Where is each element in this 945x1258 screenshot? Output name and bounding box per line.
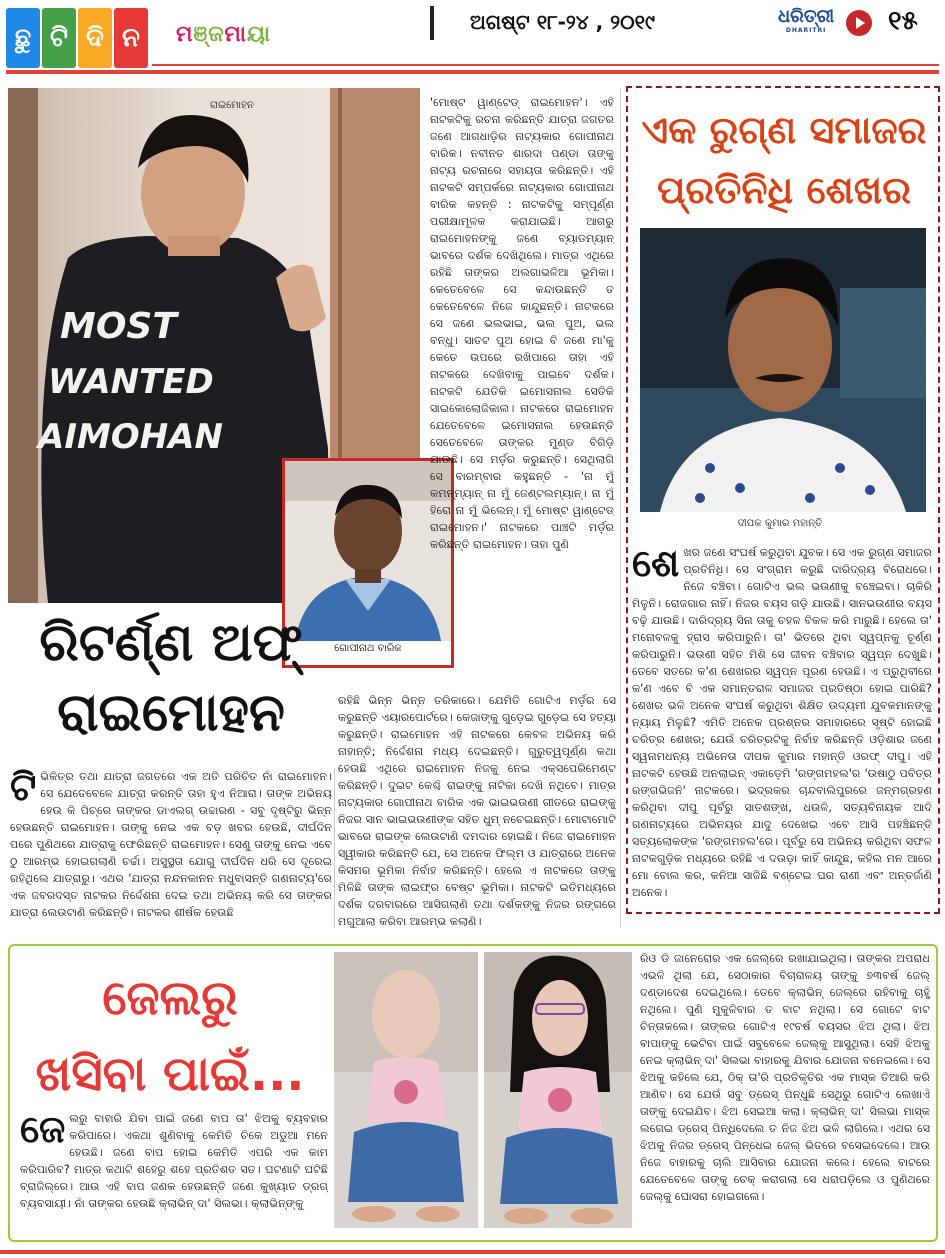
play-icon	[846, 10, 872, 36]
article-body: ରିଓ ଡି ଜାନେରୋର ଏକ ଜେଲ୍‌ରେ ରଖାଯାଇଥିଲା। ତାଙ୍କର ଅପରାଧ ଏଭଳି ଥିଲା ଯେ, ସେଠାକାର ବିଚାରାଳୟ ତାଙ୍କୁ ୭୩ବର୍ଷ ଜେଲ୍ ଦଣ୍ଡାଦେଶ ଦେଇଥିଲେ। ତେବେ କ୍ଲାଭିନ୍ ଜେଲ୍‌ରେ ରହିବାକୁ ଚାହୁଁ ନଥିଲେ। ପୁଣି ମୁକୁଳିବାର ତ ବାଟ ନଥିଲା। ସେ ଗୋଟେ ବାଟ ଚିନ୍ତାକଲେ। ତାଙ୍କର ଗୋଟିଏ ୧୯ବର୍ଷ ବୟସର ଝିଅ ଥିଲା। ଝିଅ ବାପାଙ୍କୁ ଭେଟିବା ପାଇଁ ସବୁବେଳେ ଜେଲ୍‌କୁ ଆସୁଥିଲା। ସେହି ଝିଅକୁ ନେଇ କ୍ଲାଭିନ୍ ଦା' ସିଲଭା ବାହାରକୁ ଯିବାର ଯୋଜନା ବନେଇଲେ। ସେ ଝିଅକୁ କହିଲେ ଯେ, ଠିକ୍ ତା'ରି ପ୍ରତିକୃତିର ଏକ ମାସ୍କ ତିଆରି କରି ଆଣିବ। ସେ ଯେଉଁ ସବୁ ଡ୍ରେସ୍ ପିନ୍ଧୁଛି ସେଥିରୁ ଗୋଟିଏ ଲେଖାଏଁ ତାଙ୍କୁ ଦେଇଯିବ। ଝିଅ ସେଇଆ କଲା। କ୍ଲାଭିନ୍ ଦା' ସିଲଭା ମାସ୍କ ଲଗେଇ ଡ୍ରେସ୍ ପିନ୍ଧିଦେଲେ ତ ନିଜ ଝିଅ ଭଳି ଲାଗିଲେ। ଏଥର ସେ ଝିଅକୁ ନିଜର ଡ୍ରେସ୍ ପିନ୍ଧେଇ ଜେଲ୍ ଭିତରେ ବସେଇଦେଲେ। ଆଉ ନିଜେ ବାହାରକୁ ଚାଲି ଆସିବାର ଯୋଜନା କଲେ। ହେଲେ ବାଟରେ ଯେତେବେଳେ ତାଙ୍କୁ ଚେକ୍ କରାଗଲା ସେ ଧରାପଡ଼ିଲେ ଓ ପୁଣିଥରେ ଜେଲ୍‌କୁ ଘୋସରା ହୋଇଗଲେ।	[640, 952, 930, 1203]
article-body: ଜେ ଲରୁ ବାହାରି ଯିବା ପାଇଁ ଜଣେ ବାପ ତା' ଝିଅକୁ ବ୍ୟବହାର କରିପାରେ। ଏକଥା ଶୁଣିବାକୁ କେମିତି ଚିକେ ଅଡୁଆ ମନେ ହେଉଛି। ଜଣେ ବାପ ହୋଇ କେମିତି ଏପରି ଏକ କାମ କରିପାରିବ? ମାତ୍ର କଥାଟି ଶହେରୁ ଶହେ ପ୍ରତିଶତ ସତ। ଘଟଣାଟି ଘଟିଛି ବ୍ରାଜିଲ୍‌ରେ। ଆଉ ଏହି ବାପ ଜଣକ ହେଉଛନ୍ତି ଜଣେ କୁଖ୍ୟାତ ଡ୍ରଗ୍ ବ୍ୟବସାୟୀ। ନାଁ ତାଙ୍କର ହେଉଛି କ୍ଲାଭିନ୍ ଦା' ସିଲଭା। କ୍ଲାଭିନ୍‌ଙ୍କୁ	[20, 1110, 328, 1210]
column-rule	[620, 88, 621, 928]
photo-caption: ରାଇମୋହନ	[210, 100, 254, 111]
article-body: 'ମୋଷ୍ଟ ୱାଣ୍ଟେଡ୍ ରାଇମୋହନ'। ଏହି ନାଟକଟିକୁ ରଚନା କରିଛନ୍ତି ଯାତ୍ରା ଜଗତର ଜଣେ ଆଗଧାଡ଼ିର ନାଟ୍ୟକାର ଗୋପୀନାଥ ବାରିକ। ନବୀନତ ଶାରଦା ପଣ୍ଡା ତାଙ୍କୁ ନାଟ୍ୟ ରଚନାରେ ସହାୟତା କରିଛନ୍ତି। ଏହି ନାଟକଟି ସମ୍ପର୍କରେ ନାଟ୍ୟକାର ଗୋପୀନାଥ ବାରିକ କହନ୍ତି : ନାଟକଟିକୁ ସମ୍ପୂର୍ଣ୍ଣ ପରୀକ୍ଷାମୂଳକ କରାଯାଇଛି। ଆଗରୁ ରାଇମୋହନଙ୍କୁ ଜଣେ ବ୍ୟାଡମ୍ୟାନ୍ ଭାବରେ ଦର୍ଶକ ଦେଖିଥିଲେ। ମାତ୍ର ଏଥିରେ ରହିଛି ତାଙ୍କର ଅଲଗାଭଳିଆ ଭୂମିକା। କେତେବେଳେ ସେ କନ୍ଦାଉଛନ୍ତି ତ କେତେବେଳେ ନିଜେ କାନ୍ଦୁଛନ୍ତି। ନାଟକରେ ସେ ଜଣେ ଭଲଭାଇ, ଭଲ ପୁଅ, ଭଲ ବନ୍ଧୁ। ସାତଟ ପୁଅ ହୋଇ ବି ଜଣେ ମା'କୁ କେତେ ଉପରେ ରଖିପାରେ ତାହା ଏହି ନାଟକରେ ଦେଖିବାକୁ ପାଇବେ ଦର୍ଶକ। ନାଟକଟି ଯେତିକି ଇମୋସନାଲ ସେତିକି ସାଇକୋଲୋଜିକାଲ। ନାଟକରେ ରାଇମୋହନ ଯେତେବେଳେ ଇମୋସନାଲ ହେଉଛନ୍ତି ସେତେବେଳେ ତାଙ୍କର ମୁଣ୍ଡ ବିଗିଡ଼ି ଯାଉଛି। ସେ ମର୍ଡ଼ର କରୁଛନ୍ତି। ସେଥିଲାଗି ସେ ବାରମ୍ବାର କହୁଛନ୍ତି - 'ନା ମୁଁ କମନ୍‌ମ୍ୟାନ୍ ନା ମୁଁ ଜେଣ୍ଟଲମ୍ୟାନ୍। ନା ମୁଁ ହିରୋ ନା ମୁଁ ଭିଲେନ୍। ମୁଁ ମୋଷ୍ଟ ୱାଣ୍ଟେଡ୍ ରାଇମୋହନ।' ନାଟକରେ ପାଞ୍ଚଟି ମର୍ଡ଼ର କରିଛନ୍ତି ରାଇମୋହନ। ତାହା ପୁଣି	[430, 96, 614, 551]
masked-man-photo	[334, 952, 478, 1228]
drop-cap: ଶେ	[632, 544, 680, 585]
headline: ଜେଲରୁ ଖସିବା ପାଇଁ...	[35, 970, 305, 1102]
deepak-photo	[640, 228, 926, 512]
shirt-text: WANTED	[48, 362, 214, 402]
header-divider	[430, 6, 434, 40]
deepak-photo-art	[640, 228, 926, 512]
logo-letter: ଦି	[78, 8, 112, 68]
drop-cap: ଟି	[10, 768, 37, 809]
footer-rule	[0, 1250, 945, 1254]
photo-caption: ଦୀପକ କୁମାର ମହାନ୍ତି	[737, 518, 823, 529]
disguised-man-photo-art	[484, 952, 632, 1228]
logo-letter: ଛୁ	[6, 8, 40, 68]
magazine-logo	[6, 8, 148, 68]
header-rule	[152, 64, 939, 66]
headline: ଏକ ରୁଗ୍‌ଣ ସମାଜର ପ୍ରତିନିଧି ଶେଖର	[641, 108, 927, 212]
publisher-logo: ଧରିତ୍ରୀ DHARITRI	[778, 6, 835, 34]
headline: ରିଟର୍ଣ୍ଣ ଅଫ୍ ରାଇମୋହନ	[39, 613, 303, 743]
article-body: ଟି ଭିକିତ୍ର ତଥା ଯାତ୍ରା ଜଗତରେ ଏକ ଅତି ପରିଚିତ ନାଁ ରାଇମୋହନ। ସେ ଯେତେବେଳେ ଯାତ୍ରା କରନ୍ତି ତାହା ହୁଏ ନିଆରା। ତାଙ୍କ ଅଭିନୟ ହେଉ କି ପିଚ୍‌ରେ ତାଙ୍କର ଡାଏଲଗ୍ ଉଚ୍ଚାରଣ - ସବୁ ଦୃଷ୍ଟିରୁ ଭିନ୍ନ ହେଉଛନ୍ତି ରାଇମୋହନ। ତାଙ୍କୁ ନେଇ ଏକ ବଡ଼ ଖବର ହେଉଛି, ଦୀର୍ଘଦିନ ପରେ ପୁଣିଥରେ ଯାତ୍ରାକୁ ଫେରିଛନ୍ତି ରାଇମୋହନ। ସେଣୁ ତାଙ୍କୁ ନେଇ ଏବେ ଠୁ ଆରମ୍ଭ ହୋଇଗଲାଣି ଚର୍ଚ୍ଚା। ଅସୁସ୍ଥତା ଯୋଗୁ ଦୀର୍ଘଦିନ ଧରି ସେ ଦୂରେଇ ରହିଥିଲେ ଯାତ୍ରାରୁ। ଏଥର 'ଯାତ୍ରା ନନ୍ଦନକାନନ ମଧୁବାସନ୍ତି ଗଣନାଟ୍ୟ'ରେ ଏକ ଜବରଦସ୍ତ ନାଟକର ନିର୍ଦ୍ଦେଶନା ଦେଇ ତଥା ଅଭିନୟ କରି ସେ ତାଙ୍କର ଯାତ୍ରା ଲେଉଟାଣି କରିଛନ୍ତି। ନାଟକର ଶୀର୍ଷକ ହେଉଛି	[10, 768, 332, 919]
logo-letter: ନ	[114, 8, 148, 68]
section-logo: ମ ଞ୍ଜ ମା ୟା	[176, 21, 272, 47]
drop-cap: ଜେ	[20, 1110, 66, 1151]
issue-date: ଅଗଷ୍ଟ ୧୮-୨୪ , ୨୦୧୯	[470, 10, 655, 34]
header-rule	[6, 70, 939, 74]
page-number: ୧୫	[888, 6, 918, 36]
page-header	[0, 0, 945, 82]
disguised-man-photo	[484, 952, 632, 1228]
shirt-text: AIMOHAN	[38, 417, 223, 457]
article-body: ରହିଛି ଭିନ୍ନ ଭିନ୍ନ ତରିକାରେ। ଯେମିତି ଗୋଟିଏ ମର୍ଡ଼ର ସେ କରୁଛନ୍ତି ଏୟାରପୋର୍ଟରେ। କେଜାଙ୍କୁ ଗୁଡ଼େଇ ଗୁଡ଼େଇ ସେ ହତ୍ୟା କରୁଛନ୍ତି। ରାଇମୋହନ ଏହି ନାଟକରେ କେବଳ ଅଭିନୟ କରି ନାହାନ୍ତି; ନିର୍ଦ୍ଦେଶନା ମଧ୍ୟ ଦେଇଛନ୍ତି। ଗୁରୁତ୍ୱପୂର୍ଣ୍ଣ କଥା ହେଉଛି ଏଥିରେ ରାଇମୋହନ ନିଜକୁ ନେଇ ଏକ୍ସପେରିମେଣ୍ଟ କରିଛନ୍ତି। ଦୁଇଟ କେଶ୍ଚି ରାଇଙ୍କୁ ନାଟିକା ଦେଖି ନଥିବେ। ମାତ୍ର ନାଟ୍ୟକାର ଗୋପୀନାଥ ବାରିକ ଏକ ଭାଇଭଉଣୀ ଗୀତରେ ରାଇଙ୍କୁ ନିଜର ସାନ ଭାଇଭଉଣୀଙ୍କ ସହିତ ଧୁମ୍ ନଚେଇଛନ୍ତି। ମୋଟାମୋଟି ଭାବରେ ରାଇଙ୍କ ଲେଉଟାଣି ଦମଦାର ହୋଇଛି। ନିଜେ ରାଇମୋହନ ସ୍ୱୀକାର କରିଛନ୍ତି ଯେ, ସେ ଅନେକ ଫିଲ୍ମ ଓ ଯାତ୍ରାରେ ଅନେକ କିସମର ଭୂମିକା ନିର୍ବାହ କରିଛନ୍ତି। ହେଲେ ଏ ନାଟକରେ ତାଙ୍କୁ ମିଳିଛି ତାଙ୍କ ଲାଇଫ୍‌ର ବେଷ୍ଟ ଭୂମିକା। ନାଟକଟି ଇତିମଧ୍ୟରେ ଦର୍ଶକ ଦରବାରରେ ଆସିଗଲାଣି ତଥା ଦର୍ଶକଙ୍କୁ ନିଜର ରଙ୍ଗରେ ମଗୁଆଲା କରିବା ଆରମ୍ଭ କଲାଣି।	[338, 694, 616, 928]
article-body: ଶେ ଖର ଜଣେ ସଂଘର୍ଷ କରୁଥିବା ଯୁବକ। ସେ ଏକ ରୁଗ୍‌ଣ ସମାଜର ପ୍ରତିନିଧି। ସେ ସଂଗ୍ରାମ କରୁଛି ଦାରିଦ୍ର୍ୟ ବିରୋଧରେ। ନିଜେ ବଞ୍ଚିବା। ଗୋଟିଏ ଭଲ ଭଉଣୀକୁ ବଞ୍ଚେଇବା। ଚାକିରି ମିଳୁନି। ରୋଜଗାର ନାହିଁ। ନିଜର ବୟସ ଗଡ଼ି ଯାଉଛି। ସାନଭଉଣୀର ବୟସ ବଢ଼ି ଯାଉଛି। ଦାରିଦ୍ର୍ୟ ସିନା ତାକୁ ଚହଳ ବିକଳ କରି ମାରୁଛି। ହେଲେ ତା' ମନୋବଳକୁ ହ୍ରାସ କରିପାରୁନି। ତା' ଭିତରେ ଥିବା ସ୍ୱପ୍ନକୁ ଚୂର୍ଣ୍ଣ କରିପାରୁନି। ଭଉଣୀ ସହିତ ମିଶି ସେ ଜୀବନ ବଞ୍ଚିବାର ସ୍ୱପ୍ନ ଦେଖୁଛି। ତେବେ ସତରେ କ'ଣ ଶେଖରର ସ୍ୱପ୍ନ ପୂରଣ ହେଉଛି। ଏ ପ୍ରୁଥିବୀରେ କ'ଣ ଏବେ ବି ଏକ ସମାନ୍ତରାଳ ସମାଜର ପ୍ରତିଷ୍ଠା ହୋଇ ପାରିଛି? ଶେଖର ଭଳି ଅନେକ ସଂଘର୍ଷ କରୁଥିବା ଶିକ୍ଷିତ ଉଦ୍ୟମୀ ଯୁବକମାନଙ୍କୁ ନ୍ୟାୟ ମିଳୁଛି? ଏମିତି ଅନେକ ପ୍ରଶ୍ନର ସମାହାରରେ ସୃଷ୍ଟି ହୋଇଛି ଚରିତ୍ର ଶେଖର; ଯେଉଁ ଚରିତ୍ରଟିକୁ ନିର୍ବାହ କରିଛନ୍ତି ଓଡ଼ିଶାର ଜଣେ ସ୍ୱନାମଧନ୍ୟ ଅଭିନେତା ଦୀପକ କୁମାର ମହାନ୍ତି ଓରଫ୍ ଦୀପୁ। ଏହି ନାଟକଟି ହେଉଛି ଅନଲାଇନ୍ ଏକାଡ଼େମି 'ରଙ୍ଗମହଲ'ର 'ଉଷାଠୁ ପବିତ୍ର ରଙ୍ଗଭିଜନି' ନାଟକରେ। ଭଦ୍ରକର ଚାନ୍ଦବାଲିପୁରରେ ଜନ୍ମଗ୍ରହଣ କରିଥିବା ଦୀପୁ ପୂର୍ବରୁ ସାତଶଙ୍ଖ, ଧଉଳି, ସତ୍ୟବିନାୟକ ଆଦି ଗଣନାଟ୍ୟରେ ଅଭିନୟର ଯାଦୁ ଦେଖେଇ ଏବେ ଆସି ପହଞ୍ଚିଛନ୍ତି ସତ୍ୟଲୋକଙ୍କ 'ରଙ୍ଗମହଲ'ରେ। ପୂର୍ବରୁ ସେ ଅଭିନୟ କରିଥିବା ସଫଳ ନାଟକଗୁଡ଼ିକ ମଧ୍ୟରେ ରହିଛି ଏ ଦଉଡ଼ା କାହିଁ କାନ୍ଦୁଛ, କହିଲ ମନ ଆରେ ମୋ ବୋଲ କର, କନିଆ ସାଜିଛି ବଣ୍ଟେଇ ଘର ରାଣୀ ଏବଂ ଅନ୍ତର୍ଜାଣି ଅନେକ।	[632, 544, 932, 899]
masked-man-photo-art	[334, 952, 478, 1228]
shirt-text: MOST	[60, 306, 177, 347]
logo-letter: ଟି	[42, 8, 76, 68]
column-rule	[334, 768, 335, 928]
photo-caption: ଗୋପୀନାଥ ବାରିକ	[334, 643, 402, 654]
